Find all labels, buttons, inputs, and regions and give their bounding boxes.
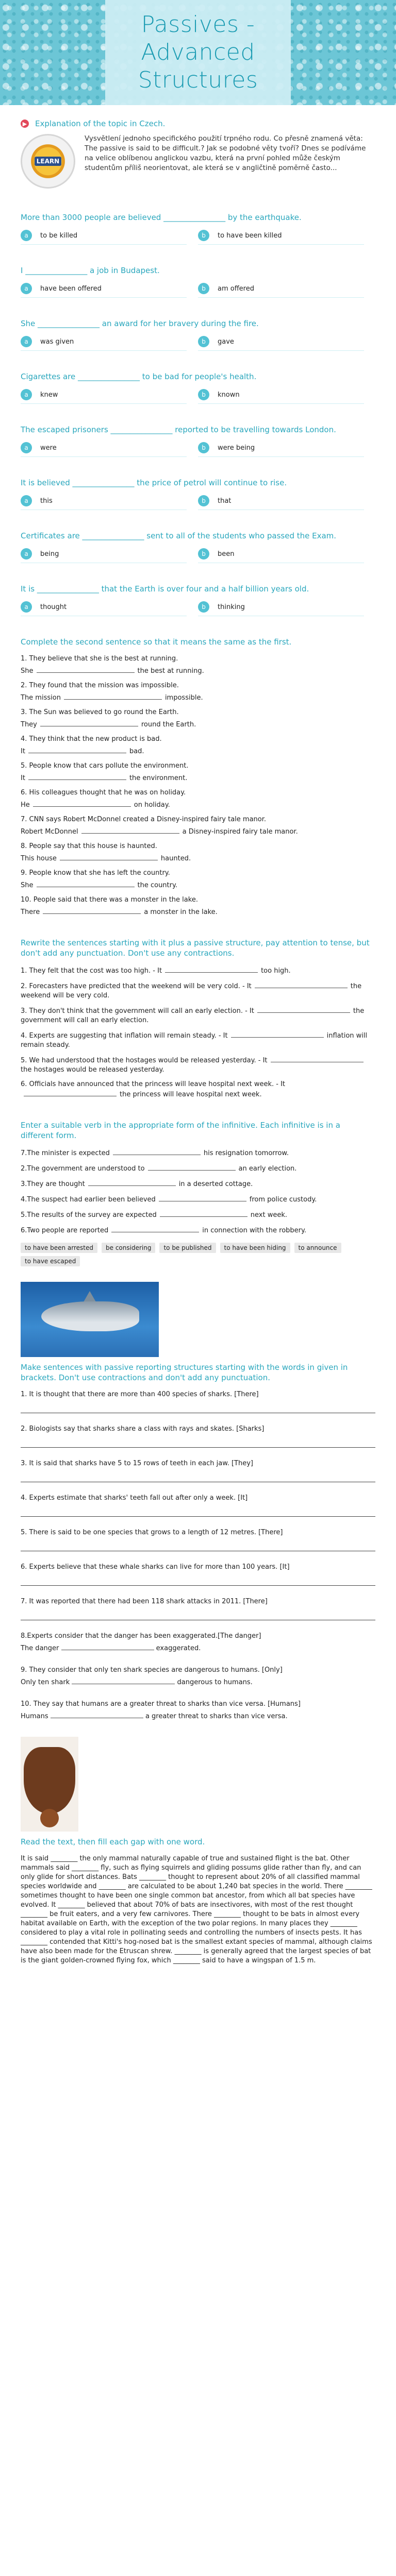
shark-image [21, 1282, 159, 1357]
option-text: thinking [218, 603, 245, 611]
answer-input[interactable] [160, 1210, 248, 1217]
gap-sentence [21, 1677, 375, 1687]
page-title-line1: Passives - [141, 11, 255, 38]
exercise-bats [21, 1737, 375, 1965]
question-text: 3. They don't think that the government will call an early election. - It [21, 1007, 254, 1015]
option-a[interactable] [21, 389, 187, 404]
option-b[interactable] [198, 601, 364, 616]
letter-b-icon: b [198, 442, 209, 453]
exercise-rephrase [21, 637, 375, 917]
answer-input[interactable] [159, 1194, 246, 1201]
question-text: 1. They felt that the cost was too high. - It [21, 967, 162, 975]
option-a[interactable] [21, 601, 187, 616]
logo-text: LEARN [35, 157, 61, 166]
answer-input[interactable] [21, 1438, 375, 1448]
question-text: 5. We had understood that the hostages would be released yesterday. - It [21, 1057, 268, 1064]
answer-input[interactable] [21, 1541, 375, 1551]
gap-end: a monster in the lake. [144, 908, 218, 916]
gap-start: They [21, 721, 37, 728]
option-b[interactable] [198, 442, 364, 457]
question-text: 9. People know that she has left the country. [21, 869, 170, 877]
option-text: were [40, 444, 57, 452]
letter-b-icon: b [198, 389, 209, 400]
gap-start: She [21, 667, 34, 675]
option-b[interactable] [198, 283, 364, 298]
answer-input[interactable] [165, 965, 258, 973]
word-chip[interactable]: to have been hiding [220, 1243, 290, 1253]
answer-input[interactable] [43, 907, 141, 914]
letter-b-icon: b [198, 548, 209, 560]
gap-end: on holiday. [134, 801, 170, 809]
answer-input[interactable] [24, 1089, 117, 1096]
video-icon: ▶ [21, 120, 29, 128]
mc-stem: Certificates are ________________ sent to all of the students who passed the Exam. [21, 531, 337, 540]
answer-input[interactable] [257, 1006, 350, 1013]
option-a[interactable] [21, 230, 187, 245]
question-text: 4. They think that the new product is bad. [21, 735, 162, 743]
question-text: 10. They say that humans are a greater threat to sharks than vice versa. [Humans] [21, 1700, 301, 1708]
gap-start: It [21, 774, 25, 782]
option-b[interactable] [198, 230, 364, 245]
answer-input[interactable] [88, 1179, 176, 1186]
gap-start: He [21, 801, 30, 809]
letter-a-icon: a [21, 495, 32, 506]
question-text: 7. It was reported that there had been 118 shark attacks in 2011. [There] [21, 1598, 268, 1605]
gap-end: the government will call an early election. [21, 1007, 365, 1024]
question-text: 10. People said that there was a monster in the lake. [21, 896, 198, 904]
word-chip[interactable]: to announce [294, 1243, 341, 1253]
gap-sentence [21, 907, 375, 917]
word-chip[interactable]: to have been arrested [21, 1243, 97, 1253]
gap-start: It [21, 748, 25, 755]
gap-end: his resignation tomorrow. [203, 1149, 289, 1157]
gap-end: from police custody. [249, 1196, 317, 1204]
question-text: 5. There is said to be one species that grows to a length of 12 metres. [There] [21, 1529, 283, 1536]
answer-input[interactable] [72, 1677, 175, 1684]
gap-end: exaggerated. [156, 1645, 201, 1652]
gap-start: Robert McDonnel [21, 828, 78, 836]
option-text: to be killed [40, 231, 78, 240]
mc-question [21, 265, 375, 298]
gap-end: the environment. [129, 774, 188, 782]
letter-a-icon: a [21, 230, 32, 241]
gap-start: She [21, 882, 34, 889]
shark-body-shape [41, 1301, 139, 1331]
bat-image [21, 1737, 78, 1832]
mc-stem: More than 3000 people are believed ________________ by the earthquake. [21, 213, 302, 222]
option-text: knew [40, 391, 58, 399]
question-text: 6. His colleagues thought that he was on holiday. [21, 789, 186, 796]
option-b[interactable] [198, 389, 364, 404]
question-text: 2. Biologists say that sharks share a class with rays and skates. [Sharks] [21, 1425, 265, 1433]
gap-sentence [21, 719, 375, 730]
answer-input[interactable] [40, 719, 138, 726]
letter-b-icon: b [198, 495, 209, 506]
gap-start: 6.Two people are reported [21, 1227, 109, 1234]
answer-input[interactable] [21, 1472, 375, 1482]
mc-stem: It is believed ________________ the price of petrol will continue to rise. [21, 478, 287, 487]
answer-input[interactable] [37, 666, 135, 673]
bat-wing-shape [24, 1747, 75, 1814]
question-text: 7. CNN says Robert McDonnel created a Disney-inspired fairy tale manor. [21, 816, 267, 823]
gap-end: dangerous to humans. [177, 1679, 253, 1686]
answer-input[interactable] [271, 1055, 364, 1062]
exercise-infinitive [21, 1120, 375, 1266]
option-text: thought [40, 603, 67, 611]
intro-heading: Explanation of the topic in Czech. [35, 119, 166, 128]
exercise-rewrite-it [21, 938, 375, 1099]
question-text: 2. Forecasters have predicted that the weekend will be very cold. - It [21, 982, 252, 990]
option-text: were being [218, 444, 255, 452]
gap-sentence [21, 965, 375, 976]
question-text: 4. Experts estimate that sharks' teeth fall out after only a week. [It] [21, 1494, 248, 1502]
question-text: 2. They found that the mission was impossible. [21, 682, 179, 689]
option-text: was given [40, 337, 74, 346]
gap-sentence [21, 981, 375, 1001]
answer-input[interactable] [21, 1611, 375, 1620]
gap-end: the best at running. [137, 667, 204, 675]
answer-input[interactable] [28, 746, 126, 753]
option-text: am offered [218, 284, 254, 293]
gap-start: 3.They are thought [21, 1180, 85, 1188]
option-text: this [40, 497, 53, 505]
question-text: 6. Experts believe that these whale sharks can live for more than 100 years. [It] [21, 1563, 290, 1571]
answer-input[interactable] [64, 692, 162, 700]
answer-input[interactable] [21, 1576, 375, 1586]
gap-end: round the Earth. [141, 721, 196, 728]
question-text: 4. Experts are suggesting that inflation will remain steady. - It [21, 1032, 228, 1040]
gap-sentence [21, 746, 375, 756]
exercise-title: Make sentences with passive reporting structures starting with the words in given in brackets. Don't use contractions and don't add any punctuation. [21, 1363, 348, 1382]
exercise-title: Enter a suitable verb in the appropriate form of the infinitive. Each infinitive is in a different form. [21, 1121, 340, 1140]
letter-b-icon: b [198, 230, 209, 241]
answer-input[interactable] [231, 1030, 324, 1038]
answer-input[interactable] [60, 853, 158, 860]
gap-sentence [21, 1006, 375, 1025]
answer-input[interactable] [33, 800, 131, 807]
letter-b-icon: b [198, 336, 209, 347]
gap-end: impossible. [164, 694, 203, 702]
gap-end: bad. [129, 748, 144, 755]
gap-start: 7.The minister is expected [21, 1149, 110, 1157]
gap-sentence [21, 666, 375, 676]
gap-sentence [21, 1148, 375, 1158]
word-chip[interactable]: to be published [159, 1243, 216, 1253]
gap-start: 5.The results of the survey are expected [21, 1211, 157, 1219]
mc-question [21, 371, 375, 404]
exercise-title: Complete the second sentence so that it means the same as the first. [21, 637, 292, 647]
gap-start: 2.The government are understood to [21, 1165, 145, 1173]
mc-question [21, 425, 375, 457]
option-b[interactable] [198, 495, 364, 510]
gap-sentence [21, 1030, 375, 1050]
gap-sentence [21, 853, 375, 863]
gap-sentence [21, 1163, 375, 1174]
exercise-title: Rewrite the sentences starting with it plus a passive structure, pay attention to tense, but don't add any punctuation. Don't use any contractions. [21, 938, 370, 958]
gap-sentence [21, 1080, 375, 1099]
gap-end: in a deserted cottage. [178, 1180, 253, 1188]
mc-question [21, 531, 375, 563]
mc-section [21, 212, 375, 616]
bat-text: It is said ________ the only mammal naturally capable of true and sustained flight is the bat. Other mammals said ________ fly, such as flying squirrels and gliding possums glide rather than fly, and can only glide for short distances. Bats ________ thought to represent about 20% of all classified mammal species worldwide and ________ are calculated to be about 1,240 bat species in the world. There ________ sometimes thought to have been one single common bat ancestor, from which all bat species have evolved. It ________ believed that about 70% of bats are insectivores, with most of the rest thought ________ be fruit eaters, and a very few carnivores. There ________ thought to be bats in almost every habitat available on Earth, with the exception of the two polar regions. In many places they ________ considered to play a vital role in pollinating seeds and controlling the numbers of insects pests. It has ________ contended that Kitti's hog-nosed bat is the smallest extant species of mammal, although claims have also been made for the Etruscan shrew. ________ is generally agreed that the largest species of bat is the giant golden-crowned flying fox, which ________ said to have a wingspan of 1.5 m. [21, 1855, 372, 1964]
option-a[interactable] [21, 336, 187, 351]
mc-question [21, 318, 375, 351]
gap-sentence [21, 1179, 375, 1189]
mc-stem: I ________________ a job in Budapest. [21, 266, 160, 275]
gap-sentence [21, 826, 375, 837]
gap-end: the princess will leave hospital next week. [120, 1091, 262, 1098]
gap-sentence [21, 692, 375, 703]
answer-input[interactable] [28, 773, 126, 780]
gap-sentence [21, 1225, 375, 1235]
gap-sentence [21, 773, 375, 783]
gap-sentence [21, 1711, 375, 1721]
intro-text: Vysvětlení jednoho specifického použití trpného rodu. Co přesně znamená věta: The passive is said to be difficult.? Jak se podobné věty tvoří? Dnes se podíváme na velice oblíbenou anglickou vazbu, která na první pohled může českým studentům příliš neorientovat, ale která se v angličtině poměrně často... [85, 134, 366, 172]
letter-b-icon: b [198, 601, 209, 613]
header-banner [0, 0, 396, 105]
exercise-sharks [21, 1282, 375, 1721]
question-text: 3. It is said that sharks have 5 to 15 rows of teeth in each jaw. [They] [21, 1460, 253, 1467]
gap-start: The danger [21, 1645, 59, 1652]
mc-stem: She ________________ an award for her bravery during the fire. [21, 319, 259, 328]
mc-question [21, 478, 375, 510]
letter-a-icon: a [21, 389, 32, 400]
gap-start: Humans [21, 1713, 48, 1720]
gap-sentence [21, 880, 375, 890]
gap-start: This house [21, 855, 57, 862]
page-title-line3: Structures [138, 67, 258, 93]
option-text: that [218, 497, 232, 505]
answer-input[interactable] [81, 826, 179, 834]
answer-input[interactable] [37, 880, 135, 887]
question-text: 9. They consider that only ten shark species are dangerous to humans. [Only] [21, 1666, 283, 1674]
option-a[interactable] [21, 548, 187, 563]
option-a[interactable] [21, 495, 187, 510]
gap-end: the hostages would be released yesterday. [21, 1066, 164, 1074]
answer-input[interactable] [113, 1148, 201, 1155]
bat-head-shape [40, 1809, 59, 1827]
option-text: known [218, 391, 240, 399]
learn-logo-icon[interactable] [21, 134, 75, 189]
gap-end: in connection with the robbery. [202, 1227, 306, 1234]
question-text: 1. They believe that she is the best at running. [21, 655, 178, 663]
answer-input[interactable] [21, 1507, 375, 1517]
answer-input[interactable] [21, 1403, 375, 1413]
word-chip[interactable]: to have escaped [21, 1256, 80, 1266]
word-chip[interactable]: be considering [102, 1243, 155, 1253]
question-text: 6. Officials have announced that the princess will leave hospital next week. - It [21, 1080, 286, 1088]
answer-input[interactable] [255, 981, 348, 988]
letter-a-icon: a [21, 336, 32, 347]
mc-question [21, 584, 375, 616]
mc-stem: It is ________________ that the Earth is over four and a half billion years old. [21, 584, 309, 594]
letter-a-icon: a [21, 283, 32, 294]
gap-sentence [21, 1210, 375, 1220]
option-a[interactable] [21, 442, 187, 457]
question-text: 1. It is thought that there are more than 400 species of sharks. [There] [21, 1391, 259, 1398]
gap-end: inflation will remain steady. [21, 1032, 368, 1049]
gap-start: There [21, 908, 40, 916]
option-text: have been offered [40, 284, 102, 293]
mc-stem: Cigarettes are ________________ to be bad for people's health. [21, 372, 257, 381]
gap-end: the country. [137, 882, 177, 889]
question-text: 3. The Sun was believed to go round the Earth. [21, 708, 179, 716]
question-text: 8.Experts consider that the danger has been exaggerated.[The danger] [21, 1632, 261, 1640]
option-text: being [40, 550, 59, 558]
gap-end: a greater threat to sharks than vice versa. [145, 1713, 288, 1720]
letter-a-icon: a [21, 442, 32, 453]
gap-sentence [21, 800, 375, 810]
gap-end: the weekend will be very cold. [21, 982, 362, 999]
gap-sentence [21, 1055, 375, 1075]
letter-b-icon: b [198, 283, 209, 294]
option-text: gave [218, 337, 234, 346]
word-bank [21, 1243, 375, 1266]
gap-sentence [21, 1194, 375, 1205]
gap-sentence [21, 1643, 375, 1653]
option-b[interactable] [198, 336, 364, 351]
mc-question [21, 212, 375, 245]
gap-start: The mission [21, 694, 61, 702]
answer-input[interactable] [111, 1225, 199, 1232]
intro-block [21, 134, 375, 189]
option-text: been [218, 550, 235, 558]
gap-end: a Disney-inspired fairy tale manor. [182, 828, 298, 836]
exercise-title: Read the text, then fill each gap with one word. [21, 1837, 205, 1846]
option-b[interactable] [198, 548, 364, 563]
gap-start: 4.The suspect had earlier been believed [21, 1196, 156, 1204]
answer-input[interactable] [61, 1643, 154, 1650]
question-text: 8. People say that this house is haunted. [21, 842, 157, 850]
gap-end: next week. [250, 1211, 287, 1219]
question-text: 5. People know that cars pollute the environment. [21, 762, 189, 770]
option-text: to have been killed [218, 231, 282, 240]
page-title-line2: Advanced [141, 39, 255, 65]
gap-start: Only ten shark [21, 1679, 70, 1686]
gap-end: haunted. [160, 855, 191, 862]
letter-a-icon: a [21, 601, 32, 613]
gap-end: too high. [261, 967, 291, 975]
option-a[interactable] [21, 283, 187, 298]
title-panel [105, 0, 291, 105]
letter-a-icon: a [21, 548, 32, 560]
answer-input[interactable] [148, 1163, 236, 1171]
answer-input[interactable] [51, 1711, 143, 1718]
mc-stem: The escaped prisoners ________________ reported to be travelling towards London. [21, 425, 336, 434]
gap-end: an early election. [238, 1165, 297, 1173]
